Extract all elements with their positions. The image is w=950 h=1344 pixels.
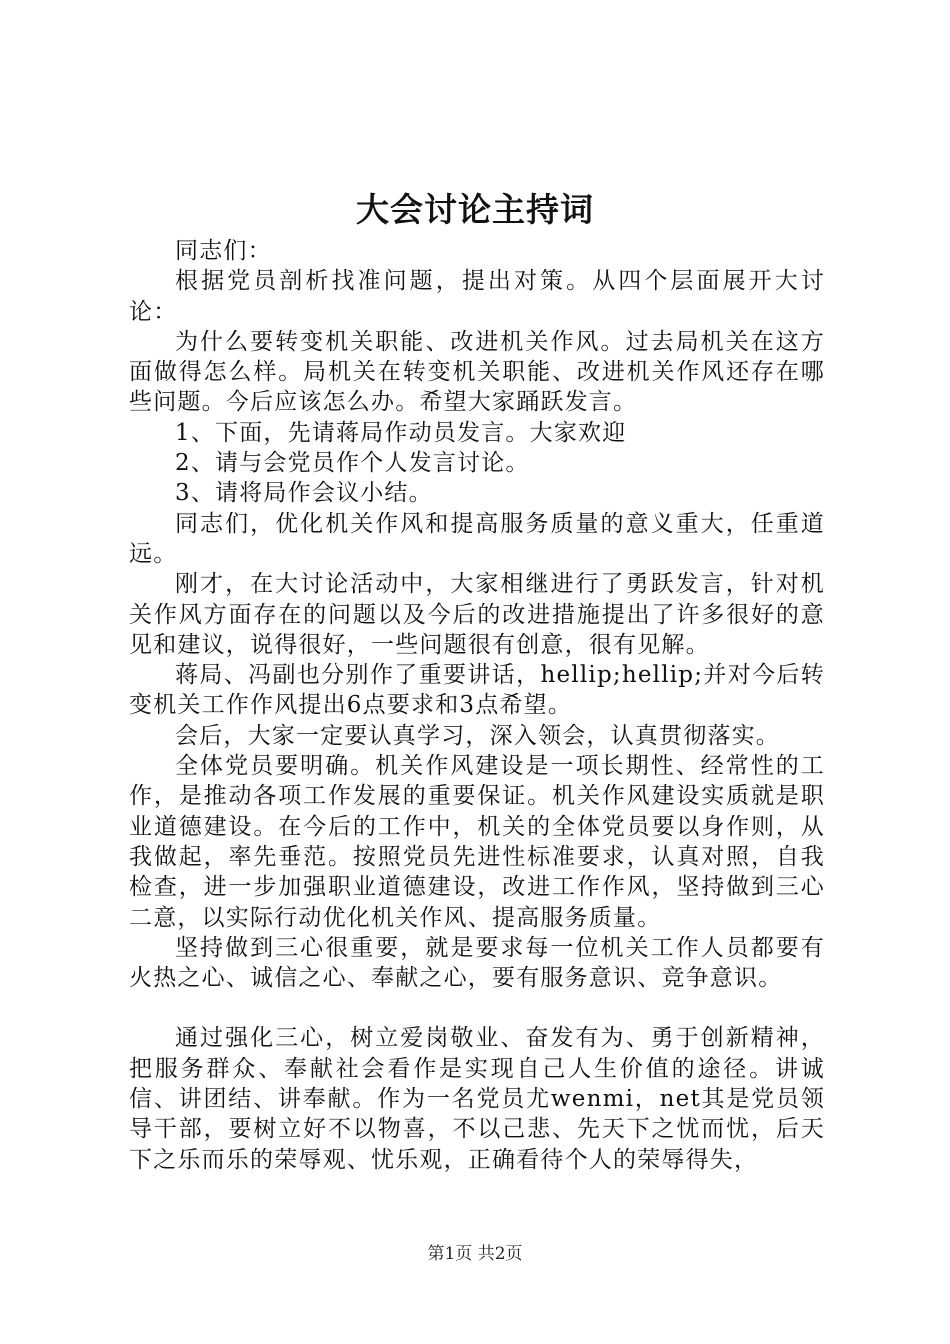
document-title: 大会讨论主持词 bbox=[356, 190, 594, 229]
paragraph: 坚持做到三心很重要，就是要求每一位机关工作人员都要有火热之心、诚信之心、奉献之心，要有服务意识、竞争意识。 bbox=[129, 934, 825, 992]
paragraph: 刚才，在大讨论活动中，大家相继进行了勇跃发言，针对机关作风方面存在的问题以及今后的改进措施提出了许多很好的意见和建议，说得很好，一些问题很有创意，很有见解。 bbox=[129, 571, 825, 658]
paragraph-greeting: 同志们： bbox=[175, 238, 272, 264]
paragraph: 会后，大家一定要认真学习，深入领会，认真贯彻落实。 bbox=[175, 722, 780, 749]
paragraph: 蒋局、冯副也分别作了重要讲话，hellip;hellip;并对今后转变机关工作作风提出6点要求和3点希望。 bbox=[129, 662, 825, 719]
page-number-footer: 第1页 共2页 bbox=[427, 1244, 523, 1264]
document-body bbox=[129, 236, 825, 1175]
paragraph: 全体党员要明确。机关作风建设是一项长期性、经常性的工作，是推动各项工作发展的重要保证。机关作风建设实质就是职业道德建设。在今后的工作中，机关的全体党员要以身作则，从我做起，率先垂范。按照党员先进性标准要求，认真对照，自我检查，进一步加强职业道德建设，改进工作作风，坚持做到三心二意，以实际行动优化机关作风、提高服务质量。 bbox=[129, 753, 825, 931]
paragraph: 通过强化三心，树立爱岗敬业、奋发有为、勇于创新精神，把服务群众、奉献社会看作是实现自己人生价值的途径。讲诚信、讲团结、讲奉献。作为一名党员尤wenmi，net其是党员领导干部，要树立好不以物喜，不以己悲、先天下之忧而忧，后天下之乐而乐的荣辱观、忧乐观，正确看待个人的荣辱得失， bbox=[129, 1025, 825, 1173]
paragraph: 为什么要转变机关职能、改进机关作风。过去局机关在这方面做得怎么样。局机关在转变机关职能、改进机关作风还存在哪些问题。今后应该怎么办。希望大家踊跃发言。 bbox=[129, 328, 825, 416]
list-item: 2、请与会党员作个人发言讨论。 bbox=[175, 450, 530, 477]
paragraph: 同志们，优化机关作风和提高服务质量的意义重大，任重道远。 bbox=[129, 510, 825, 567]
list-item: 1、下面，先请蒋局作动员发言。大家欢迎 bbox=[175, 419, 627, 446]
list-item: 3、请将局作会议小结。 bbox=[175, 480, 433, 507]
paragraph: 根据党员剖析找准问题，提出对策。从四个层面展开大讨论： bbox=[129, 268, 825, 325]
